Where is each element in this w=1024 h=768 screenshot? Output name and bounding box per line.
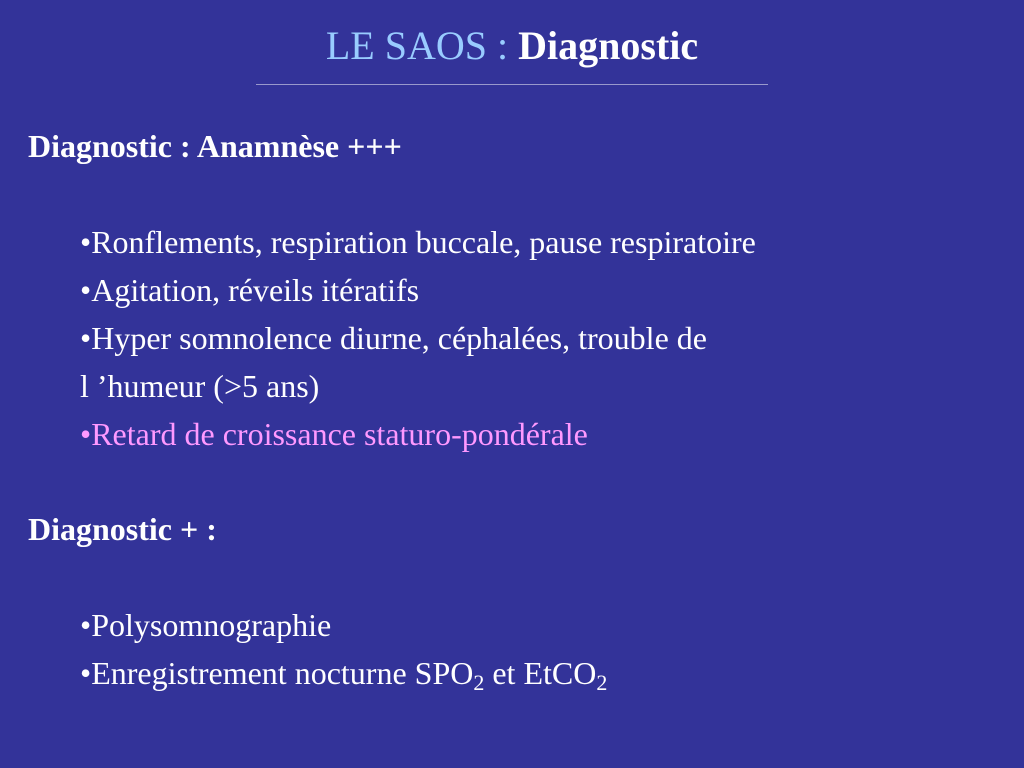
section-heading-anamnese: Diagnostic : Anamnèse +++ — [28, 128, 402, 164]
title-prefix: LE SAOS : — [325, 23, 519, 68]
bullet-item-continuation: l ’humeur (>5 ans) — [80, 368, 320, 404]
subscript-2: 2 — [596, 670, 608, 695]
section-heading-diagnostic-plus: Diagnostic + : — [28, 511, 217, 547]
recording-middle: et EtCO — [484, 655, 597, 691]
bullet-item-highlighted: •Retard de croissance staturo-pondérale — [80, 416, 588, 452]
title-main: Diagnostic — [518, 23, 699, 68]
recording-prefix: •Enregistrement nocturne SPO — [80, 655, 474, 691]
bullet-item-recording — [80, 654, 608, 695]
slide-title — [0, 22, 1024, 70]
bullet-item: •Agitation, réveils itératifs — [80, 272, 420, 308]
bullet-item: •Hyper somnolence diurne, céphalées, trouble de — [80, 320, 707, 356]
bullet-item: •Ronflements, respiration buccale, pause respiratoire — [80, 224, 756, 260]
subscript-2: 2 — [473, 670, 485, 695]
title-divider — [256, 84, 768, 85]
bullet-item: •Polysomnographie — [80, 607, 332, 643]
